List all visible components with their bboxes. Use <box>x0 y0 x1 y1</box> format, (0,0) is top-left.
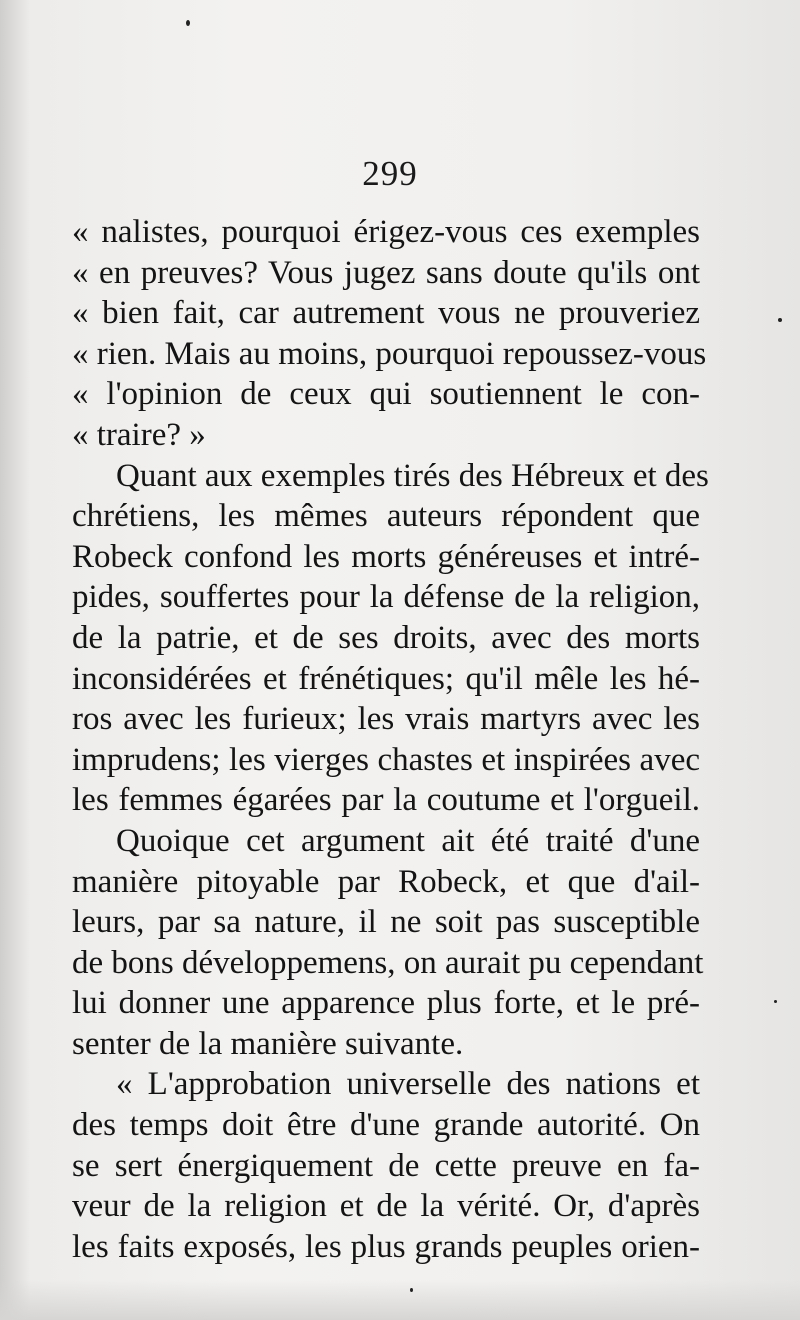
text-line: senter de la manière suivante. <box>72 1025 464 1062</box>
ink-speck <box>410 1288 413 1292</box>
text-line: ros avec les furieux; les vrais martyrs avec les <box>72 701 700 738</box>
page-number: 299 <box>362 154 418 193</box>
text-line: « en preuves? Vous jugez sans doute qu'ils ont <box>72 254 700 291</box>
text-line: « bien fait, car autrement vous ne prouveriez <box>72 295 700 332</box>
text-line: imprudens; les vierges chastes et inspirées avec <box>72 741 700 778</box>
page-gutter-shadow <box>0 0 30 1320</box>
text-line: « l'opinion de ceux qui soutiennent le con- <box>72 376 700 413</box>
text-line: lui donner une apparence plus forte, et le pré- <box>72 985 700 1022</box>
ink-speck <box>186 20 190 26</box>
text-line: « rien. Mais au moins, pourquoi repoussez-vous <box>72 335 707 372</box>
ink-speck <box>778 318 782 322</box>
paragraph-start-line: « L'approbation universelle des nations et <box>116 1066 700 1103</box>
text-line: les faits exposés, les plus grands peuples orien- <box>72 1228 700 1265</box>
text-line: les femmes égarées par la coutume et l'orgueil. <box>72 782 700 819</box>
text-line: Robeck confond les morts généreuses et intré- <box>72 538 700 575</box>
text-line: se sert énergiquement de cette preuve en fa- <box>72 1147 700 1184</box>
text-line: manière pitoyable par Robeck, et que d'ail- <box>72 863 700 900</box>
paragraph-start-line: Quoique cet argument ait été traité d'une <box>116 822 700 859</box>
text-line: veur de la religion et de la vérité. Or, d'après <box>72 1188 700 1225</box>
page-bottom-shadow <box>0 1280 800 1320</box>
text-line: inconsidérées et frénétiques; qu'il mêle les hé- <box>72 660 700 697</box>
text-line: de bons développemens, on aurait pu cependant <box>72 944 704 981</box>
text-line: de la patrie, et de ses droits, avec des morts <box>72 619 700 656</box>
text-line: « nalistes, pourquoi érigez-vous ces exemples <box>72 214 700 250</box>
text-line: chrétiens, les mêmes auteurs répondent que <box>72 498 700 535</box>
body-text <box>72 212 709 1267</box>
text-line: pides, souffertes pour la défense de la religion, <box>72 579 700 616</box>
text-line: des temps doit être d'une grande autorité. On <box>72 1107 700 1144</box>
text-line: « traire? » <box>72 416 206 453</box>
ink-speck <box>774 1000 777 1003</box>
paragraph-start-line: Quant aux exemples tirés des Hébreux et des <box>116 457 709 494</box>
text-line: leurs, par sa nature, il ne soit pas susceptible <box>72 904 700 941</box>
